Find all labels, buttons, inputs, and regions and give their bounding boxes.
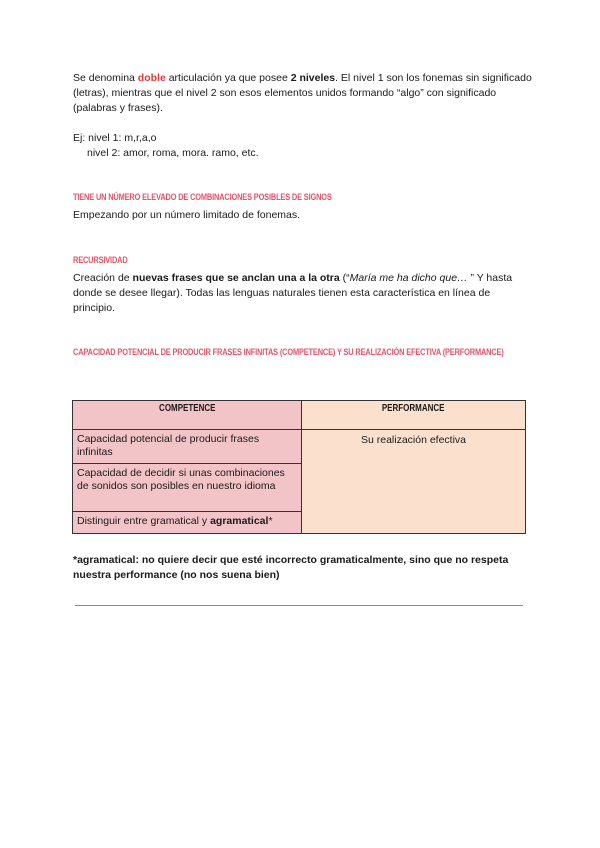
example-block (73, 131, 533, 161)
intro-paragraph (73, 71, 533, 116)
doble-highlight: doble (137, 72, 166, 84)
niveles-bold: 2 niveles (290, 72, 336, 84)
competence-cell-3-text: Distinguir entre gramatical y (77, 515, 211, 527)
table-header-row (73, 401, 526, 430)
footnote: *agramatical: no quiere decir que esté incorrecto gramaticalmente, sino que no respeta nuestra performance (no nos suena bien) (73, 554, 509, 581)
recursividad-bold: nuevas frases que se anclan una a la otra (132, 272, 340, 284)
section-body-combinaciones: Empezando por un número limitado de fonemas. (73, 209, 301, 221)
intro-text-3: . El nivel 1 son los fonemas sin significado (letras), mientras que el nivel 2 son esos elementos unidos formando “algo” con significado (palabras y frases). (73, 72, 532, 114)
section-body-recursividad (73, 271, 533, 316)
table-header-performance: PERFORMANCE (302, 401, 526, 430)
section-heading-competence: CAPACIDAD POTENCIAL DE PRODUCIR FRASES INFINITAS (COMPETENCE) Y SU REALIZACIÓN EFECTIVA (PERFORMANCE) (73, 347, 504, 358)
divider-line (75, 605, 523, 606)
intro-text-2: articulación ya que posee (165, 72, 291, 84)
recursividad-text-3: ” Y hasta donde se desee llegar). Todas las lenguas naturales tienen esta característica en línea de principio. (73, 272, 513, 314)
table-header-competence: COMPETENCE (73, 401, 302, 430)
section-heading-combinaciones: TIENE UN NÚMERO ELEVADO DE COMBINACIONES POSIBLES DE SIGNOS (73, 192, 332, 203)
table-row (73, 430, 526, 464)
section-heading-recursividad: RECURSIVIDAD (73, 255, 128, 266)
competence-cell-2: Capacidad de decidir si unas combinaciones de sonidos son posibles en nuestro idioma (73, 464, 302, 512)
example-line-1: Ej: nivel 1: m,r,a,o (73, 132, 157, 144)
competence-cell-1: Capacidad potencial de producir frases infinitas (73, 430, 302, 464)
footnote-mark: * (268, 515, 273, 527)
performance-cell: Su realización efectiva (302, 430, 526, 534)
recursividad-text-2: (“ (339, 272, 350, 284)
competence-cell-3 (73, 512, 302, 534)
agramatical-bold: agramatical (210, 515, 269, 527)
competence-performance-table (72, 400, 526, 534)
intro-text-1: Se denomina (73, 72, 138, 84)
example-line-2: nivel 2: amor, roma, mora. ramo, etc. (87, 147, 259, 159)
recursividad-italic: María me ha dicho que… (349, 272, 471, 284)
recursividad-text-1: Creación de (73, 272, 133, 284)
